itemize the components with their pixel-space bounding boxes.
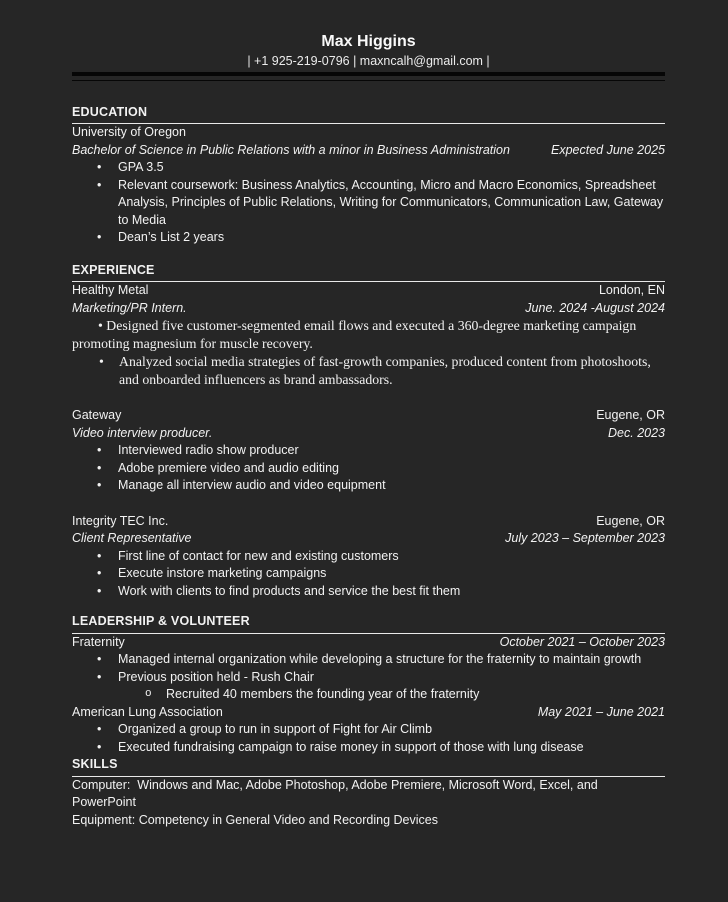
job-role: Client Representative [72, 531, 192, 545]
education-bullet [72, 159, 665, 177]
bullet-text: Organized a group to run in support of Fight for Air Climb [118, 722, 433, 736]
job-role-row [72, 300, 665, 318]
bullet-text: Manage all interview audio and video equipment [118, 478, 386, 492]
bullet-text: Managed internal organization while developing a structure for the fraternity to maintain growth [118, 652, 642, 666]
leadership-bullet [72, 669, 665, 687]
leadership-entry-american-lung [72, 704, 665, 757]
skill-line-equipment: Equipment: Competency in General Video and Recording Devices [72, 812, 438, 827]
bullet-dot-icon: • [97, 739, 102, 754]
bullet-text: Previous position held - Rush Chair [118, 669, 314, 684]
bullet-text: GPA 3.5 [118, 160, 164, 174]
bullet-text: Execute instore marketing campaigns [118, 566, 327, 580]
bullet-text: Relevant coursework: Business Analytics, Accounting, Micro and Macro Economics, Spreadsheet Analysis, Principles of Public Relations, Writing for Communicators, Communication Law, Gateway to Media [118, 177, 664, 227]
company-name: Healthy Metal [72, 283, 149, 297]
bullet-text: First line of contact for new and existing customers [118, 548, 399, 563]
bullet-text: Adobe premiere video and audio editing [118, 460, 339, 475]
job-role: Video interview producer. [72, 425, 213, 440]
bullet-dot-icon: • [97, 460, 102, 475]
bullet-text: Interviewed radio show producer [118, 443, 299, 457]
job-role: Marketing/PR Intern. [72, 300, 187, 315]
skill-line-computer: Computer: Windows and Mac, Adobe Photoshop, Adobe Premiere, Microsoft Word, Excel, and PowerPoint [72, 777, 602, 809]
bullet-dot-icon: • [97, 722, 102, 736]
job-bullet [72, 583, 665, 601]
job-header-row [72, 407, 665, 425]
company-name: Integrity TEC Inc. [72, 513, 169, 528]
bullet-dot-icon: • [97, 177, 102, 192]
bullet-dot-icon: • [97, 548, 102, 563]
bullet-dot-icon: • [97, 669, 102, 684]
leadership-sub-bullet [72, 686, 665, 704]
education-bullet [72, 177, 665, 230]
leadership-bullet [72, 721, 665, 739]
org-name: American Lung Association [72, 704, 223, 719]
job-bullet [72, 548, 665, 566]
job-bullet [72, 477, 665, 495]
circle-bullet-icon: o [145, 688, 152, 700]
leadership-bullet [72, 651, 665, 669]
experience-job-integrity-tec [72, 513, 665, 601]
job-dates: June. 2024 -August 2024 [525, 300, 665, 315]
job-dates: July 2023 – September 2023 [505, 531, 665, 545]
job-bullet [72, 460, 665, 478]
experience-job-gateway [72, 407, 665, 495]
org-header-row [72, 704, 665, 722]
org-dates: May 2021 – June 2021 [537, 704, 665, 719]
bullet-dot-icon: • [97, 160, 102, 174]
job-location: London, EN [598, 283, 665, 297]
leadership-bullet [72, 739, 665, 757]
school-name: University of Oregon [72, 125, 186, 139]
contact-line: | +1 925-219-0796 | maxncalh@gmail.com | [247, 54, 490, 68]
org-name: Fraternity [72, 634, 125, 649]
bullet-text: Dean’s List 2 years [118, 230, 225, 244]
bullet-dot-icon: • [97, 443, 102, 457]
org-header-row [72, 634, 665, 652]
job-role-row [72, 530, 665, 548]
bullet-text: Executed fundraising campaign to raise money in support of those with lung disease [118, 739, 584, 754]
job-header-row [72, 513, 665, 531]
experience-job-healthy-metal [72, 282, 665, 389]
skills-list [72, 777, 665, 830]
job-bullet [72, 442, 665, 460]
section-experience-title: EXPERIENCE [72, 262, 665, 283]
job-bullet [72, 353, 665, 389]
bullet-dot-icon: • [97, 652, 102, 666]
bullet-dot-icon: • [97, 566, 102, 580]
section-skills-title: SKILLS [72, 756, 665, 777]
job-header-row [72, 282, 665, 300]
job-bullet [72, 565, 665, 583]
bullet-dot-icon: • [99, 354, 104, 369]
bullet-text: Recruited 40 members the founding year of the fraternity [166, 687, 480, 701]
degree-row [72, 142, 665, 160]
job-bullet-inline [72, 317, 665, 353]
job-role-row [72, 425, 665, 443]
resume-name: Max Higgins [321, 33, 416, 50]
bullet-dot-icon: • [98, 318, 103, 333]
education-entry [72, 124, 665, 247]
bullet-dot-icon: • [97, 478, 102, 492]
bullet-text: Work with clients to find products and service the best fit them [118, 583, 461, 598]
bullet-text: Analyzed social media strategies of fast-growth companies, produced content from photoshoots, and onboarded influencers as brand ambassadors. [119, 354, 651, 387]
education-bullet [72, 229, 665, 247]
job-location: Eugene, OR [596, 513, 665, 528]
section-education-title: EDUCATION [72, 104, 665, 125]
company-name: Gateway [72, 408, 122, 422]
bullet-dot-icon: • [97, 583, 102, 598]
job-dates: Dec. 2023 [608, 425, 665, 440]
bullet-dot-icon: • [97, 230, 102, 244]
degree-date: Expected June 2025 [551, 142, 665, 157]
org-dates: October 2021 – October 2023 [499, 634, 665, 649]
section-leadership-title: LEADERSHIP & VOLUNTEER [72, 613, 665, 634]
degree-text: Bachelor of Science in Public Relations with a minor in Business Administration [72, 142, 510, 157]
leadership-entry-fraternity [72, 634, 665, 704]
header-divider [72, 72, 665, 81]
bullet-text: Designed five customer-segmented email flows and executed a 360-degree marketing campaign promoting magnesium for muscle recovery. [72, 318, 637, 351]
job-location: Eugene, OR [596, 408, 665, 422]
